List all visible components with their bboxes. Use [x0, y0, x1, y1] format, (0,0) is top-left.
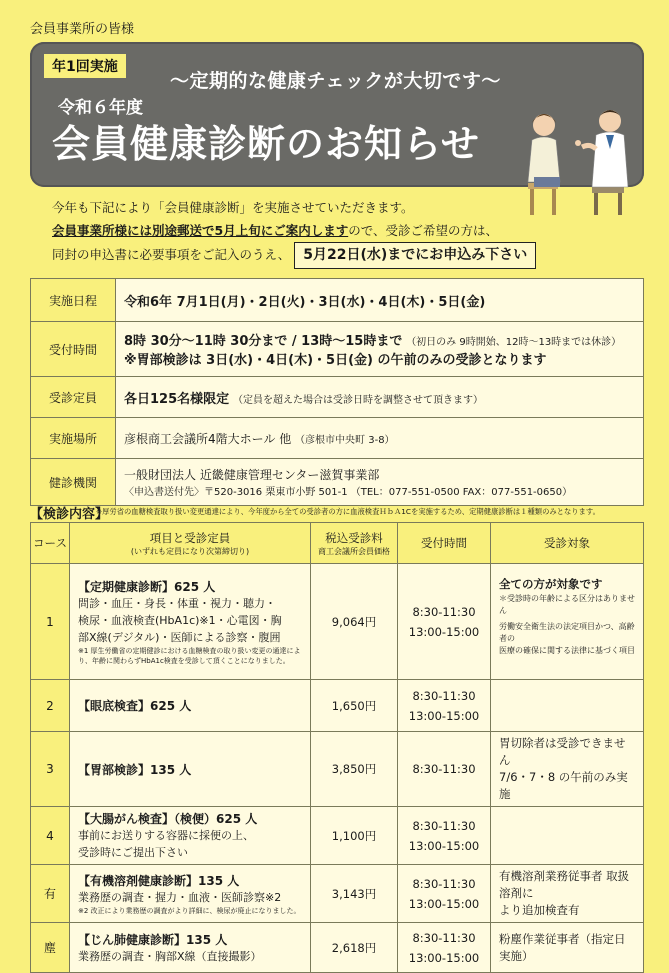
exam-detail: 問診・血圧・身長・体重・視力・聴力・	[78, 596, 276, 610]
info-value-note: （彦根市中央町 3-8）	[295, 434, 395, 446]
info-label: 実施日程	[31, 279, 116, 322]
info-row-venue	[31, 418, 644, 459]
exam-name: 【胃部検診】135 人	[78, 762, 192, 777]
exam-time: 13:00-15:00	[408, 896, 480, 911]
info-row-hours	[31, 322, 644, 377]
course-number: 塵	[31, 923, 70, 973]
info-label: 健診機関	[31, 459, 116, 506]
info-value: 各日125名様限定	[124, 391, 230, 407]
exam-fee: 1,100円	[311, 807, 398, 865]
exam-target: 胃切除者は受診できません	[499, 736, 626, 767]
col-item: 項目と受診定員 (いずれも定員になり次第締切り)	[70, 523, 311, 564]
exam-target-note: 労働安全衛生法の法定項目かつ、高齢者の	[499, 622, 635, 643]
course-number: 2	[31, 680, 70, 732]
exam-fee: 1,650円	[311, 680, 398, 732]
col-target: 受診対象	[491, 523, 644, 564]
exam-footnote: ※2 改正により業務歴の調査がより詳細に、検尿が廃止になりました。	[78, 906, 301, 915]
exam-fee: 9,064円	[311, 564, 398, 680]
exam-detail: 業務歴の調査・胸部X線（直接撮影）	[78, 949, 262, 963]
exam-target-note: 7/6・7・8 の午前のみ実施	[499, 770, 628, 801]
info-value-note: （定員を超えた場合は受診日時を調整させて頂きます）	[232, 394, 483, 406]
course-number: 1	[31, 564, 70, 680]
exam-target-note: ＊受診時の年齢による区分はありません	[499, 594, 635, 615]
exam-time: 8:30-11:30	[412, 762, 476, 776]
info-label: 受付時間	[31, 322, 116, 377]
fiscal-year-label: 令和６年度	[58, 98, 143, 118]
exam-row	[31, 732, 644, 807]
page-title: 会員健康診断のお知らせ	[52, 122, 480, 166]
info-value-note: （初日のみ 9時開始、12時～13時までは休診）	[406, 337, 622, 348]
exam-name: 【じん肺健康診断】135 人	[78, 932, 228, 947]
info-value: 一般財団法人 近畿健康管理センター滋賀事業部	[124, 468, 380, 482]
info-value: 彦根商工会議所4階大ホール 他	[124, 431, 292, 446]
intro-line-1: 今年も下記により「会員健康診断」を実施させていただきます。	[52, 200, 414, 215]
exam-time: 13:00-15:00	[408, 708, 480, 723]
exam-row	[31, 923, 644, 973]
exam-fee: 2,618円	[311, 923, 398, 973]
exam-detail: 受診時にご提出下さい	[78, 846, 188, 859]
course-number: 4	[31, 807, 70, 865]
exam-detail: 事前にお送りする容器に採便の上、	[78, 829, 254, 842]
deadline-box: 5月22日(水)までにお申込み下さい	[294, 242, 536, 269]
info-label: 受診定員	[31, 377, 116, 418]
info-label: 実施場所	[31, 418, 116, 459]
info-row-institution	[31, 459, 644, 506]
exam-row	[31, 564, 644, 680]
exam-detail: 業務歴の調査・握力・血液・医師診察※2	[78, 890, 282, 904]
exam-section-note: ※厚労省の血糖検査取り扱い変更通達により、今年度から全ての受診者の方に血液検査ＨｂＡ1Cを実施するため、定期健康診断は１種類のみとなります。	[96, 507, 600, 516]
col-fee: 税込受診料 商工会議所会員価格	[311, 523, 398, 564]
col-time: 受付時間	[398, 523, 491, 564]
exam-time: 13:00-15:00	[408, 950, 480, 965]
exam-time: 13:00-15:00	[408, 624, 480, 639]
course-number: 3	[31, 732, 70, 807]
info-value-note: ※胃部検診は 3日(水)・4日(木)・5日(金) の午前のみの受診となります	[124, 353, 547, 368]
exam-section-title: 【検診内容】	[30, 507, 109, 522]
exam-name: 【眼底検査】625 人	[78, 699, 192, 713]
banner-subtitle: ～定期的な健康チェックが大切です～	[170, 70, 501, 92]
exam-row	[31, 865, 644, 923]
exam-detail: 検尿・血液検査(HbA1c)※1・心電図・胸	[78, 613, 282, 627]
col-course: コース	[31, 523, 70, 564]
intro-line-3: 同封の申込書に必要事項をご記入のうえ、	[52, 247, 291, 262]
exam-name: 【大腸がん検査】（検便）625 人	[78, 812, 258, 826]
exam-table	[30, 522, 644, 973]
exam-row	[31, 680, 644, 732]
intro-line-2-rest: ので、受診ご希望の方は、	[348, 223, 498, 238]
exam-time: 8:30-11:30	[412, 876, 476, 891]
exam-target: 全ての方が対象です	[499, 577, 603, 591]
intro-line-2-underlined: 会員事業所様には別途郵送で5月上旬にご案内します	[52, 223, 349, 238]
schedule-info-table	[30, 278, 644, 506]
exam-detail: 部X線(デジタル)・医師による診察・腹囲	[78, 630, 281, 644]
exam-header-row	[31, 523, 644, 564]
exam-time: 8:30-11:30	[412, 688, 476, 703]
recipient-line: 会員事業所の皆様	[30, 22, 135, 37]
intro-text	[52, 196, 652, 269]
info-row-capacity	[31, 377, 644, 418]
exam-fee: 3,143円	[311, 865, 398, 923]
exam-target	[491, 680, 644, 732]
exam-time: 8:30-11:30	[412, 930, 476, 945]
exam-time: 8:30-11:30	[412, 604, 476, 619]
exam-target	[491, 807, 644, 865]
exam-target: 有機溶剤業務従事者 取扱溶剤に	[499, 869, 630, 900]
exam-target: 粉塵作業従事者（指定日実施）	[491, 923, 644, 973]
info-value-note: 〈申込書送付先〉〒520-3016 栗東市小野 501-1 （TEL：077-551-0500 FAX：077-551-0650）	[124, 487, 573, 498]
info-value: 令和6年 7月1日(月)・2日(火)・3日(水)・4日(木)・5日(金)	[124, 294, 486, 310]
exam-fee: 3,850円	[311, 732, 398, 807]
exam-name: 【定期健康診断】625 人	[78, 579, 216, 594]
exam-target-note: 医療の確保に関する法律に基づく項目	[499, 646, 635, 655]
exam-time: 8:30-11:30	[412, 818, 476, 833]
annual-badge: 年1回実施	[44, 54, 126, 78]
exam-target-note: より追加検査有	[499, 903, 580, 917]
exam-time: 13:00-15:00	[408, 838, 480, 853]
course-number: 有	[31, 865, 70, 923]
info-row-dates	[31, 279, 644, 322]
info-value: 8時 30分～11時 30分まで / 13時～15時まで	[124, 334, 403, 349]
exam-name: 【有機溶剤健康診断】135 人	[78, 873, 240, 888]
exam-footnote: ※1 厚生労働省の定期健診における血糖検査の取り扱い変更の通達により、年齢に関わらずHbA1c検査を受診して頂くことになりました。	[78, 646, 301, 665]
exam-row	[31, 807, 644, 865]
